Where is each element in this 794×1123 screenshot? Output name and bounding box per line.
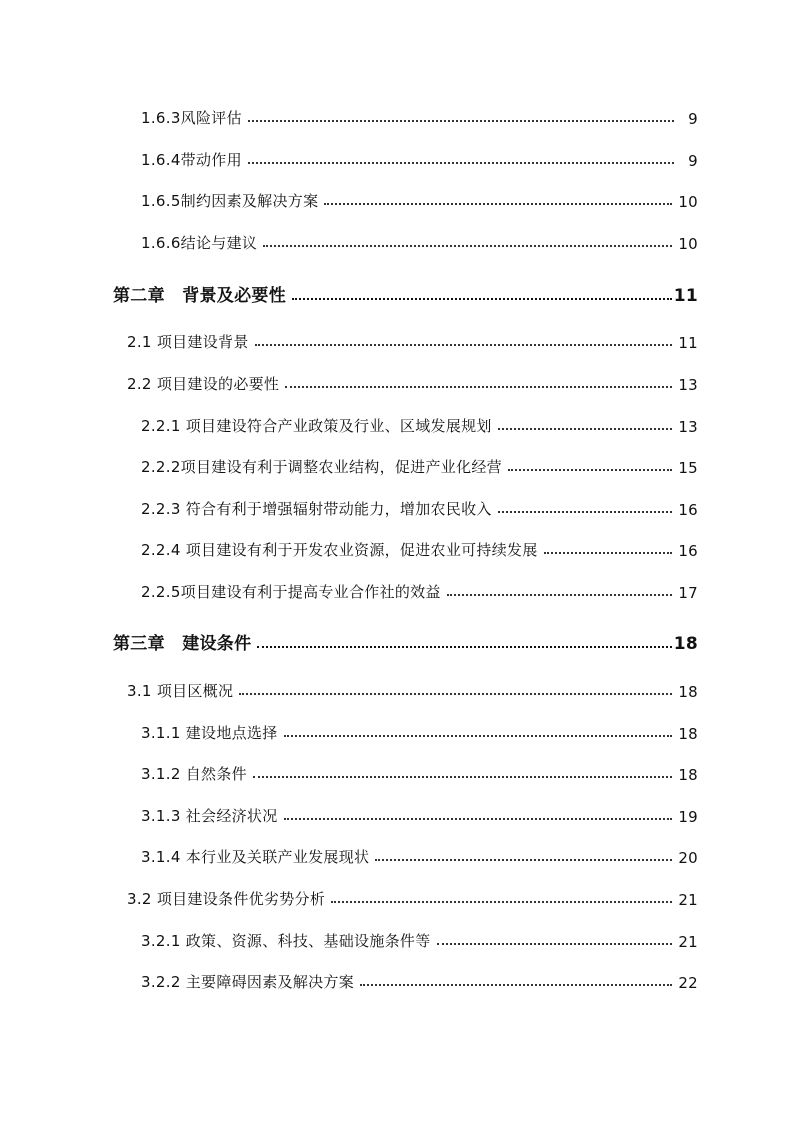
toc-entry-1-6-6[interactable] [141,225,698,253]
toc-entry-label: 3.1.4 本行业及关联产业发展现状 [141,848,370,866]
toc-entry-label: 3.2 项目建设条件优劣势分析 [127,890,326,908]
toc-entry-1-6-4[interactable] [141,142,698,170]
toc-entry-3-1-2[interactable] [141,756,698,784]
toc-page-number: 19 [678,808,698,826]
toc-entry-label: 1.6.5制约因素及解决方案 [141,192,319,210]
toc-entry-chapter-3[interactable] [113,626,698,654]
toc-entry-3-1-4[interactable] [141,839,698,867]
toc-dot-leader [253,776,672,778]
toc-page-number: 9 [688,110,698,128]
toc-dot-leader [544,552,673,554]
toc-dot-leader [498,511,673,513]
toc-page-number: 16 [678,542,698,560]
toc-dot-leader [285,386,672,388]
toc-page-number: 18 [678,683,698,701]
toc-dot-leader [375,859,672,861]
toc-dot-leader [248,120,674,122]
toc-entry-2-2-3[interactable] [141,491,698,519]
toc-entry-3-2-2[interactable] [141,964,698,992]
toc-page-number: 18 [678,725,698,743]
toc-dot-leader [508,469,672,471]
toc-entry-2-1[interactable] [127,324,698,352]
toc-dot-leader [324,203,672,205]
toc-entry-label: 3.2.2 主要障碍因素及解决方案 [141,973,355,991]
toc-dot-leader [263,245,672,247]
toc-entry-2-2-1[interactable] [141,408,698,436]
toc-dot-leader [437,943,673,945]
toc-entry-chapter-2[interactable] [113,278,698,306]
toc-page-number: 21 [678,891,698,909]
toc-entry-label: 3.1.2 自然条件 [141,765,247,783]
toc-entry-1-6-5[interactable] [141,183,698,211]
toc-entry-label: 2.1 项目建设背景 [127,333,249,351]
toc-dot-leader [498,428,673,430]
toc-entry-label: 2.2 项目建设的必要性 [127,375,280,393]
toc-dot-leader [239,693,672,695]
toc-page-number: 16 [678,501,698,519]
toc-page-number: 20 [678,849,698,867]
toc-page-number: 10 [678,235,698,253]
toc-entry-label: 1.6.6结论与建议 [141,234,258,252]
toc-entry-label: 3.1.1 建设地点选择 [141,724,278,742]
toc-entry-2-2-4[interactable] [141,532,698,560]
toc-entry-label: 2.2.2项目建设有利于调整农业结构，促进产业化经营 [141,458,502,476]
toc-page-number: 9 [688,152,698,170]
toc-dot-leader [292,298,672,300]
toc-entry-2-2[interactable] [127,366,698,394]
toc-entry-label: 3.1 项目区概况 [127,682,234,700]
toc-dot-leader [257,646,671,648]
toc-dot-leader [360,984,672,986]
toc-entry-2-2-5[interactable] [141,574,698,602]
toc-entry-3-2-1[interactable] [141,923,698,951]
toc-chapter-label: 第三章 建设条件 [113,634,252,654]
toc-entry-3-2[interactable] [127,881,698,909]
toc-entry-2-2-2[interactable] [141,449,698,477]
toc-entry-label: 1.6.4带动作用 [141,151,242,169]
toc-entry-label: 2.2.4 项目建设有利于开发农业资源，促进农业可持续发展 [141,541,538,559]
toc-entry-label: 2.2.3 符合有利于增强辐射带动能力，增加农民收入 [141,500,492,518]
toc-entry-label: 1.6.3风险评估 [141,109,242,127]
toc-entry-label: 3.1.3 社会经济状况 [141,807,278,825]
toc-dot-leader [331,901,672,903]
toc-dot-leader [447,594,673,596]
toc-entry-3-1-1[interactable] [141,715,698,743]
toc-page-number: 11 [678,334,698,352]
toc-page-number: 10 [678,193,698,211]
toc-dot-leader [284,735,673,737]
toc-entry-1-6-3[interactable] [141,100,698,128]
toc-entry-3-1[interactable] [127,673,698,701]
toc-dot-leader [284,818,673,820]
toc-entry-label: 2.2.5项目建设有利于提高专业合作社的效益 [141,583,441,601]
toc-chapter-label: 第二章 背景及必要性 [113,286,286,306]
toc-page-number: 15 [678,459,698,477]
toc-page-number: 13 [678,376,698,394]
toc-entry-label: 3.2.1 政策、资源、科技、基础设施条件等 [141,932,431,950]
toc-page-number: 21 [678,933,698,951]
toc-entry-3-1-3[interactable] [141,798,698,826]
toc-page-number: 18 [678,766,698,784]
toc-dot-leader [248,162,674,164]
toc-page-number: 17 [678,584,698,602]
toc-dot-leader [255,344,673,346]
toc-page-number: 18 [673,634,698,654]
toc-entry-label: 2.2.1 项目建设符合产业政策及行业、区域发展规划 [141,417,492,435]
toc-page-number: 13 [678,418,698,436]
toc-page-number: 22 [678,974,698,992]
toc-page-number: 11 [673,286,698,306]
